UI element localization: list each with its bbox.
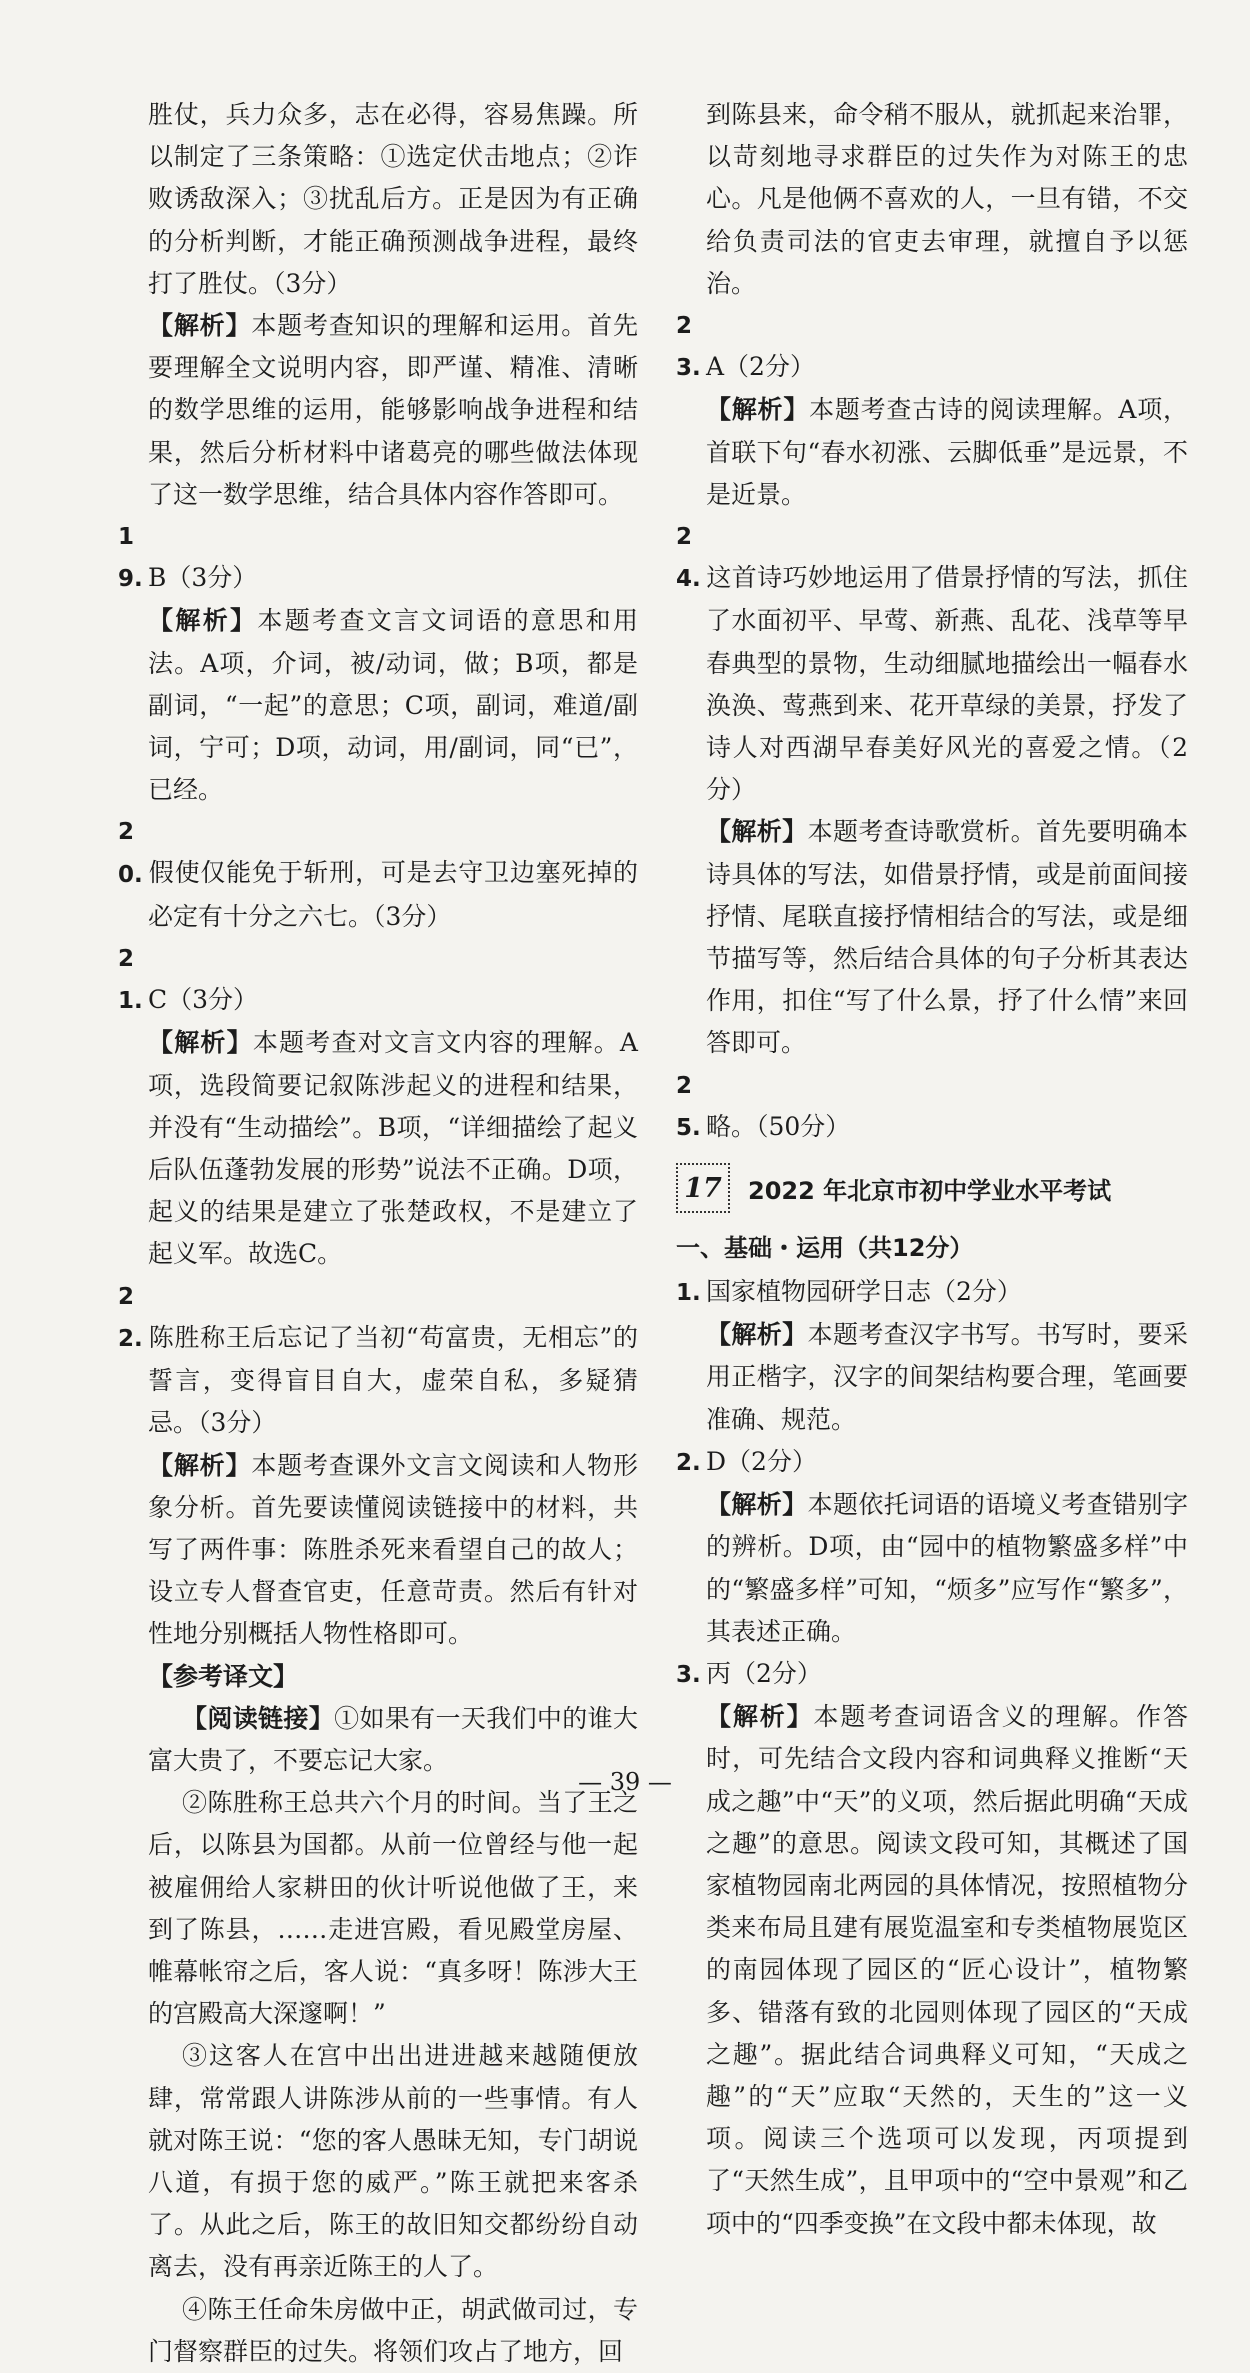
- reference-translation-heading: [118, 1656, 638, 1698]
- answer-text: 略。（50分）: [706, 1111, 851, 1141]
- question-number: 20.: [118, 819, 143, 888]
- question-number: 19.: [118, 524, 143, 593]
- analysis-tag: 【解析】: [706, 1702, 814, 1732]
- analysis-paragraph: [118, 305, 638, 516]
- right-column: [676, 94, 1188, 2245]
- answer-text: 丙（2分）: [706, 1658, 822, 1688]
- analysis-21: [118, 1022, 638, 1275]
- exam-title: 2022 年北京市初中学业水平考试: [748, 1176, 1112, 1205]
- exam-section-header: [676, 1153, 1188, 1223]
- question-number: 1.: [676, 1280, 701, 1307]
- answer-2: [676, 1441, 1188, 1484]
- analysis-tag: 【解析】: [706, 395, 810, 425]
- analysis-text: 本题考查词语含义的理解。作答时，可先结合文段内容和词典释义推断“天成之趣”中“天”的义项，然后据此明确“天成之趣”的意思。阅读文段可知，其概述了国家植物园南北两园的具体情况，按照植物分类来布局且建有展览温室和专类植物展览区的南园体现了园区的“匠心设计”，植物繁多、错落有致的北园则体现了园区的“天成之趣”。据此结合词典释义可知，“天成之趣”的“天”应取“天然的，天生的”这一义项。阅读三个选项可以发现，丙项提到了“天然生成”，且甲项中的“空中景观”和乙项中的“四季变换”在文段中都未体现，故: [706, 1702, 1188, 2238]
- section-number-badge: [676, 1163, 730, 1213]
- answer-continuation: 胜仗，兵力众多，志在必得，容易焦躁。所以制定了三条策略：①选定伏击地点；②诈败诱敌深入；③扰乱后方。正是因为有正确的分析判断，才能正确预测战争进程，最终打了胜仗。（3分）: [148, 100, 638, 298]
- analysis-2: [676, 1484, 1188, 1653]
- page-number: — 39 —: [578, 1768, 672, 1796]
- answer-20: [118, 811, 638, 938]
- question-number: 22.: [118, 1283, 143, 1352]
- analysis-tag: 【解析】: [148, 311, 252, 341]
- analysis-text: 本题考查文言文词语的意思和用法。A项，介词，被/动词，做；B项，都是副词，“一起”的意思；C项，副词，难道/副词，宁可；D项，动词，用/副词，同“已”，已经。: [148, 606, 638, 805]
- question-number: 3.: [676, 1661, 701, 1688]
- question-number: 25.: [676, 1072, 701, 1141]
- translation-text: ①如果有一天我们中的谁大富大贵了，不要忘记大家。: [148, 1703, 638, 1775]
- answer-text: D（2分）: [706, 1446, 817, 1476]
- section-number: 17: [684, 1172, 722, 1204]
- question-number: 2.: [676, 1449, 701, 1476]
- answer-text: A（2分）: [706, 352, 815, 382]
- analysis-text: 本题考查课外文言文阅读和人物形象分析。首先要读懂阅读链接中的材料，共写了两件事：陈胜杀死来看望自己的故人；设立专人督查官吏，任意苛责。然后有针对性地分别概括人物性格即可。: [148, 1450, 638, 1649]
- reading-link-tag: 【阅读链接】: [182, 1703, 335, 1733]
- left-column: [118, 94, 638, 2373]
- translation-paragraph-3: ③这客人在宫中出出进进越来越随便放肆，常常跟人讲陈涉从前的一些事情。有人就对陈王说：“您的客人愚昧无知，专门胡说八道，有损于您的威严。”陈王就把来客杀了。从此之后，陈王的故旧知交都纷纷自动离去，没有再亲近陈王的人了。: [148, 2041, 638, 2282]
- answer-text: C（3分）: [148, 985, 259, 1015]
- reference-tag: 【参考译文】: [148, 1661, 299, 1691]
- answer-text: 国家植物园研学日志（2分）: [706, 1277, 1022, 1307]
- analysis-text: 本题考查知识的理解和运用。首先要理解全文说明内容，即严谨、精准、清晰的数学思维的运用，能够影响战争进程和结果，然后分析材料中诸葛亮的哪些做法体现了这一数学思维，结合具体内容作答即可。: [148, 311, 638, 509]
- translation-continuation: 到陈县来，命令稍不服从，就抓起来治罪，以苛刻地寻求群臣的过失作为对陈王的忠心。凡是他俩不喜欢的人，一旦有错，不交给负责司法的官吏去审理，就擅自予以惩治。: [706, 100, 1188, 298]
- answer-text: B（3分）: [148, 563, 258, 593]
- analysis-tag: 【解析】: [706, 817, 808, 847]
- analysis-19: [118, 600, 638, 811]
- analysis-text: 本题考查对文言文内容的理解。A项，选段简要记叙陈涉起义的进程和结果，并没有“生动描绘”。B项，“详细描绘了起义后队伍蓬勃发展的形势”说法不正确。D项，起义的结果是建立了张楚政权，不是建立了起义军。故选C。: [148, 1028, 638, 1269]
- question-number: 24.: [676, 524, 701, 593]
- analysis-text: 本题考查汉字书写。书写时，要采用正楷字，汉字的间架结构要合理，笔画要准确、规范。: [706, 1320, 1188, 1434]
- analysis-tag: 【解析】: [148, 606, 258, 636]
- question-number: 23.: [676, 313, 701, 382]
- question-number: 21.: [118, 946, 143, 1015]
- analysis-tag: 【解析】: [148, 1028, 253, 1058]
- answer-text: 假使仅能免于斩刑，可是去守卫边塞死掉的必定有十分之六七。（3分）: [148, 858, 638, 931]
- analysis-tag: 【解析】: [706, 1320, 808, 1350]
- answer-1: [676, 1271, 1188, 1314]
- answer-19: [118, 516, 638, 600]
- analysis-tag: 【解析】: [148, 1450, 252, 1480]
- answer-21: [118, 938, 638, 1022]
- answer-text: 这首诗巧妙地运用了借景抒情的写法，抓住了水面初平、早莺、新燕、乱花、浅草等早春典型的景物，生动细腻地描绘出一幅春水涣涣、莺燕到来、花开草绿的美景，抒发了诗人对西湖早春美好风光的喜爱之情。（2分）: [706, 563, 1188, 805]
- analysis-24: [676, 811, 1188, 1064]
- analysis-23: [676, 389, 1188, 516]
- analysis-text: 本题考查诗歌赏析。首先要明确本诗具体的写法，如借景抒情，或是前面间接抒情、尾联直接抒情相结合的写法，或是细节描写等，然后结合具体的句子分析其表达作用，扣住“写了什么景，抒了什么情”来回答即可。: [706, 817, 1188, 1058]
- answer-22: [118, 1276, 638, 1445]
- answer-23: [676, 305, 1188, 389]
- answer-3: [676, 1653, 1188, 1696]
- analysis-22: [118, 1445, 638, 1656]
- answer-24: [676, 516, 1188, 811]
- analysis-text: 本题考查古诗的阅读理解。A项，首联下句“春水初涨、云脚低垂”是远景，不是近景。: [706, 395, 1188, 509]
- answer-text: 陈胜称王后忘记了当初“苟富贵，无相忘”的誓言，变得盲目自大，虚荣自私，多疑猜忌。（3分）: [148, 1322, 638, 1438]
- answer-25: [676, 1065, 1188, 1149]
- translation-paragraph-4: ④陈王任命朱房做中正，胡武做司过，专门督察群臣的过失。将领们攻占了地方，回: [148, 2294, 638, 2366]
- translation-paragraph-2: ②陈胜称王总共六个月的时间。当了王之后，以陈县为国都。从前一位曾经与他一起被雇佣给人家耕田的伙计听说他做了王，来到了陈县，……走进宫殿，看见殿堂房屋、帷幕帐帘之后，客人说：“真多呀！陈涉大王的宫殿高大深邃啊！”: [148, 1788, 638, 2029]
- analysis-tag: 【解析】: [706, 1490, 808, 1520]
- analysis-1: [676, 1314, 1188, 1441]
- analysis-text: 本题依托词语的语境义考查错别字的辨析。D项，由“园中的植物繁盛多样”中的“繁盛多样”可知，“烦多”应写作“繁多”，其表述正确。: [706, 1490, 1188, 1646]
- part-title: 一、基础・运用（共12分）: [676, 1234, 974, 1263]
